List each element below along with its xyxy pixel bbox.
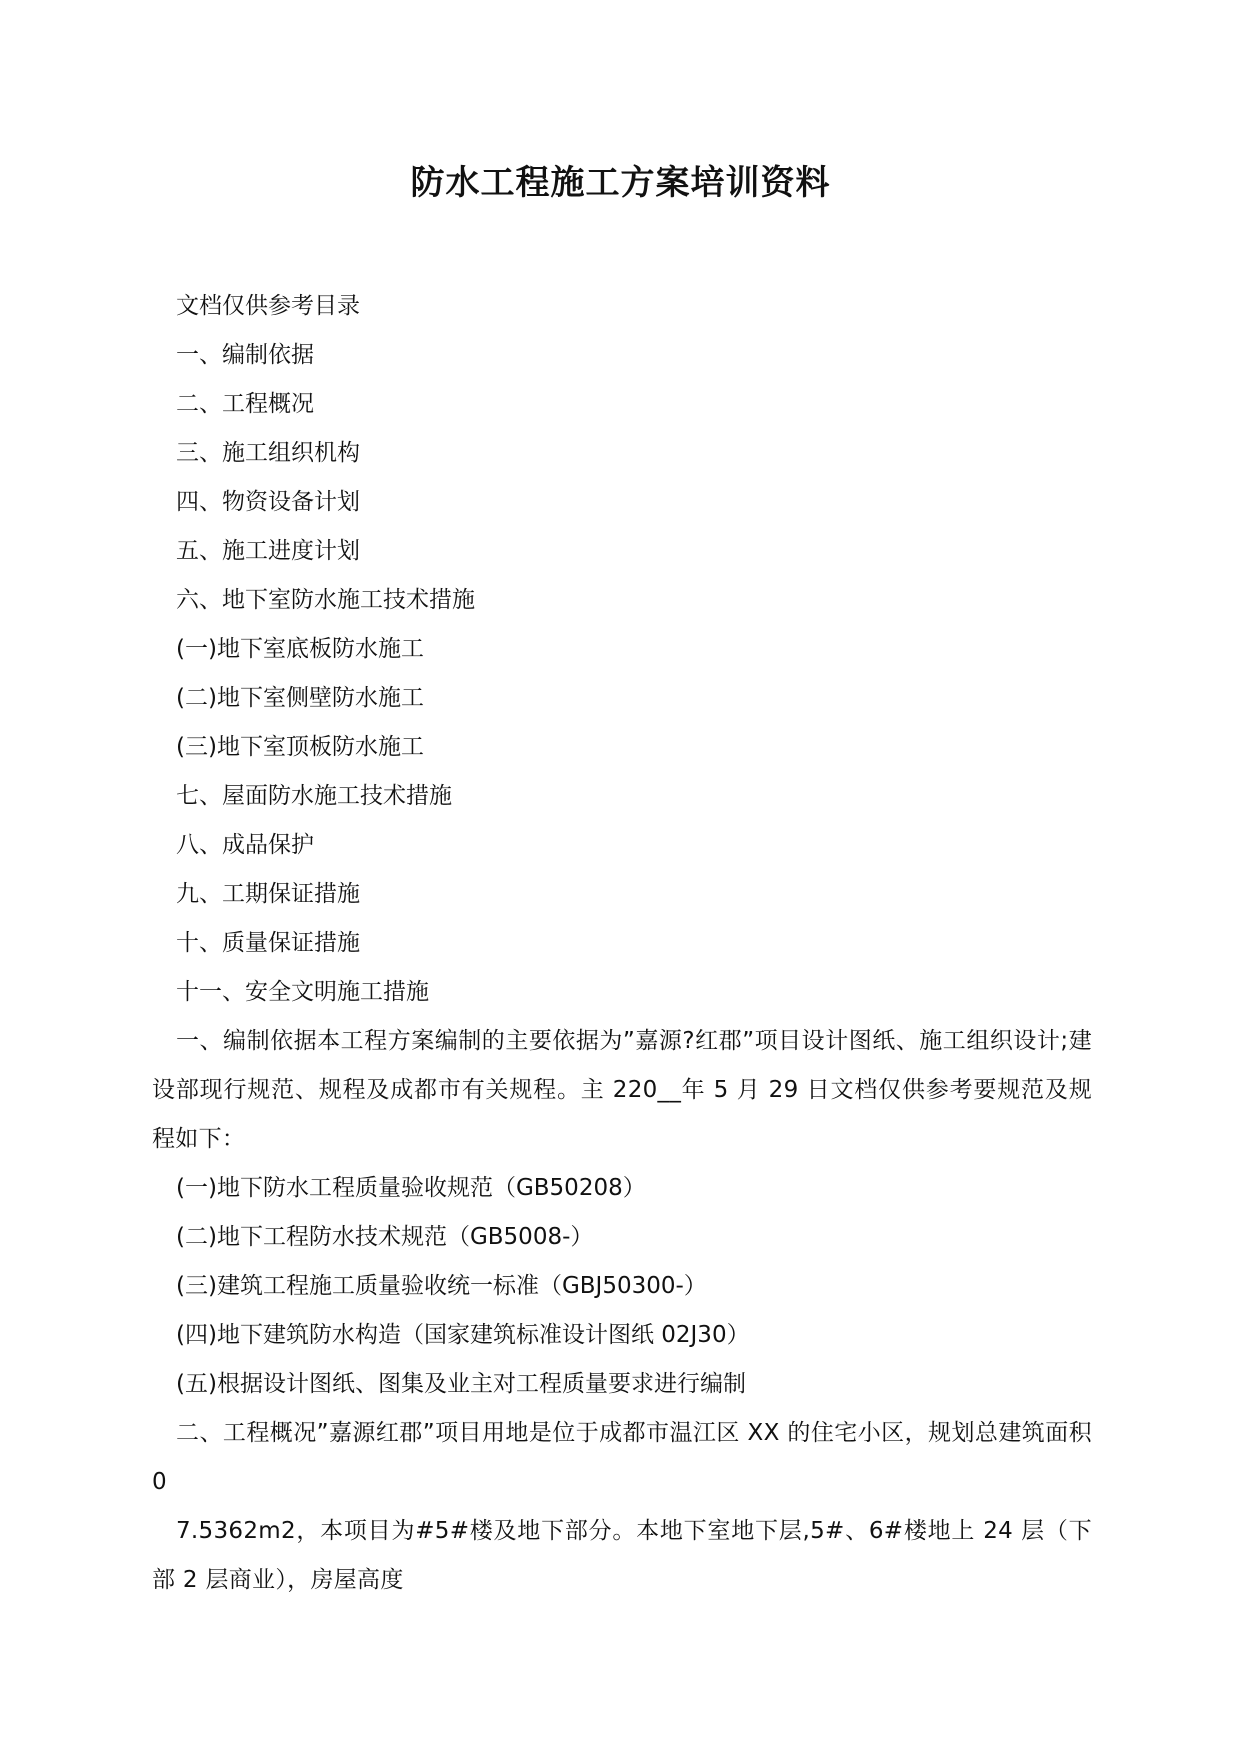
- toc-item: 八、成品保护: [176, 832, 314, 858]
- toc-item: 二、工程概况: [176, 391, 314, 417]
- toc-item: 五、施工进度计划: [176, 538, 360, 564]
- toc-item: 六、地下室防水施工技术措施: [176, 587, 475, 613]
- section-overview-paragraph: 二、工程概况”嘉源红郡”项目用地是位于成都市温江区 XX 的住宅小区，规划总建筑面积 0: [152, 1420, 1092, 1495]
- toc-item: (一)地下室底板防水施工: [176, 636, 424, 662]
- toc-item: 三、施工组织机构: [176, 440, 360, 466]
- toc-item: (二)地下室侧壁防水施工: [176, 685, 424, 711]
- toc-item: 十、质量保证措施: [176, 930, 360, 956]
- toc-item: (三)地下室顶板防水施工: [176, 734, 424, 760]
- toc-item: 九、工期保证措施: [176, 881, 360, 907]
- standards-list: [152, 1164, 1092, 1409]
- section-overview-paragraph-continued: 7.5362m2，本项目为#5#楼及地下部分。本地下室地下层,5#、6#楼地上 24 层（下部 2 层商业），房屋高度: [152, 1518, 1092, 1593]
- document-body: [152, 282, 1092, 1605]
- standard-item: (四)地下建筑防水构造（国家建筑标准设计图纸 02J30）: [176, 1322, 750, 1348]
- section-basis-paragraph: 一、编制依据本工程方案编制的主要依据为”嘉源?红郡”项目设计图纸、施工组织设计;建设部现行规范、规程及成都市有关规程。主 220__年 5 月 29 日文档仅供参考要规范及规程如下：: [152, 1028, 1092, 1152]
- toc-item: 七、屋面防水施工技术措施: [176, 783, 452, 809]
- standard-item: (二)地下工程防水技术规范（GB5008-）: [176, 1224, 594, 1250]
- toc-item: 一、编制依据: [176, 342, 314, 368]
- table-of-contents: [152, 331, 1092, 1017]
- standard-item: (三)建筑工程施工质量验收统一标准（GBJ50300-）: [176, 1273, 707, 1299]
- toc-heading: 文档仅供参考目录: [176, 293, 360, 319]
- toc-item: 四、物资设备计划: [176, 489, 360, 515]
- toc-item: 十一、安全文明施工措施: [176, 979, 429, 1005]
- standard-item: (一)地下防水工程质量验收规范（GB50208）: [176, 1175, 646, 1201]
- standard-item: (五)根据设计图纸、图集及业主对工程质量要求进行编制: [176, 1371, 746, 1397]
- document-title: 防水工程施工方案培训资料: [410, 163, 831, 203]
